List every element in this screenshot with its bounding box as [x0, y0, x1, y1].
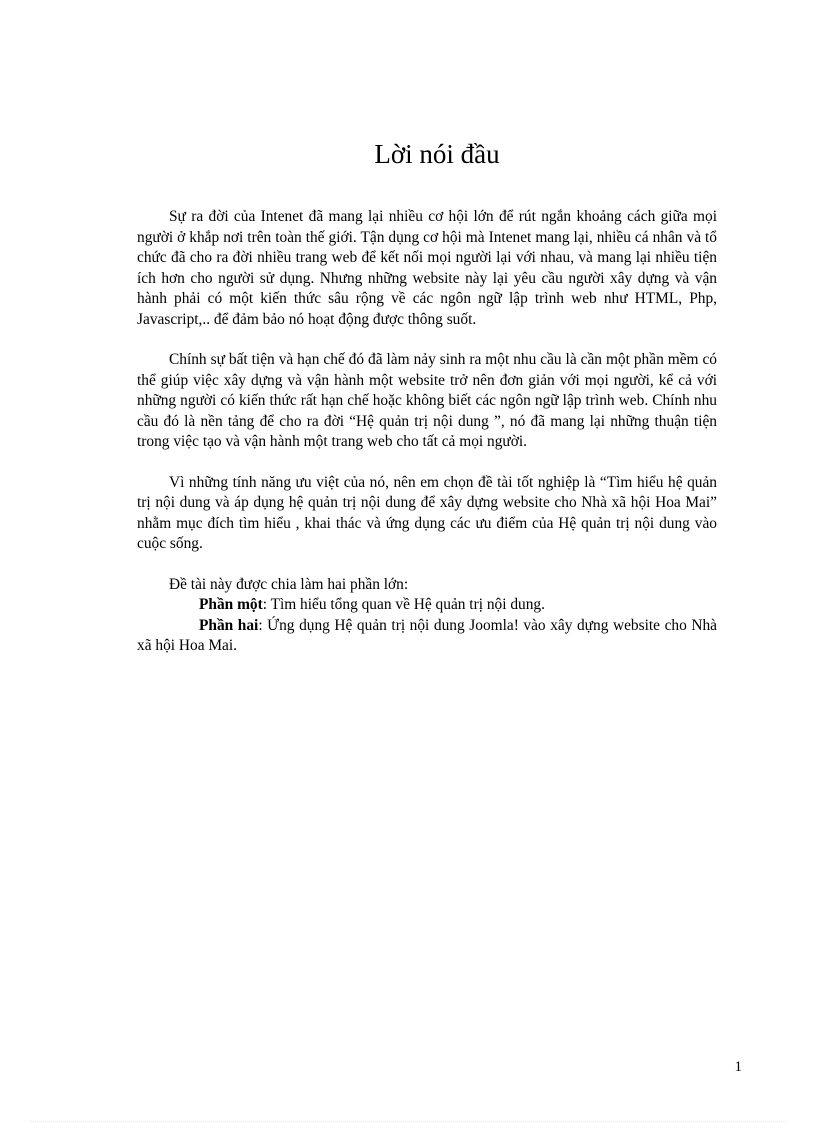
section-item-part-two — [137, 616, 717, 657]
section-text: : Tìm hiểu tổng quan về Hệ quản trị nội dung. — [262, 596, 545, 613]
paragraph-topic: Vì những tính năng ưu việt của nó, nên em chọn đề tài tốt nghiệp là “Tìm hiểu hệ quản trị nội dung và áp dụng hệ quản trị nội dung để xây dựng website cho Nhà xã hội Hoa Mai” nhằm mục đích tìm hiểu , khai thác và ứng dụng các ưu điểm của Hệ quản trị nội dung vào cuộc sống. — [137, 473, 717, 552]
page-bottom-divider — [30, 1121, 786, 1122]
section-text: : Ứng dụng Hệ quản trị nội dung Joomla! vào xây dựng website cho Nhà xã hội Hoa Mai. — [137, 616, 717, 654]
paragraph-motivation: Chính sự bất tiện và hạn chế đó đã làm nảy sinh ra một nhu cầu là cần một phần mềm có thể giúp việc xây dựng và vận hành một website trở nên đơn giản với mọi người, kể cả với những người có kiến thức rất hạn chế hoặc không biết các ngôn ngữ lập trình web. Chính nhu cầu đó là nền tảng để cho ra đời “Hệ quản trị nội dung ”, nó đã mang lại những thuận tiện trong việc tạo và vận hành một trang web cho tất cả mọi người. — [137, 351, 717, 450]
page-number: 1 — [734, 1059, 742, 1075]
section-item-part-one — [137, 595, 717, 616]
section-label: Phần hai — [199, 616, 259, 634]
page-title: Lời nói đầu — [374, 139, 500, 169]
paragraph-intro: Sự ra đời của Intenet đã mang lại nhiều cơ hội lớn để rút ngắn khoảng cách giữa mọi người ở khắp nơi trên toàn thế giới. Tận dụng cơ hội mà Intenet mang lại, nhiều cá nhân và tổ chức đã cho ra đời nhiều trang web để kết nối mọi người lại với nhau, và mang lại nhiều tiện ích hơn cho người sử dụng. Nhưng những website này lại yêu cầu người xây dựng và vận hành phải có một kiến thức sâu rộng về các ngôn ngữ lập trình web như HTML, Php, Javascript,.. để đảm bảo nó hoạt động được thông suốt. — [137, 208, 717, 328]
section-label: Phần một — [199, 596, 263, 613]
document-body — [137, 207, 717, 657]
sections-intro: Đề tài này được chia làm hai phần lớn: — [169, 575, 409, 593]
